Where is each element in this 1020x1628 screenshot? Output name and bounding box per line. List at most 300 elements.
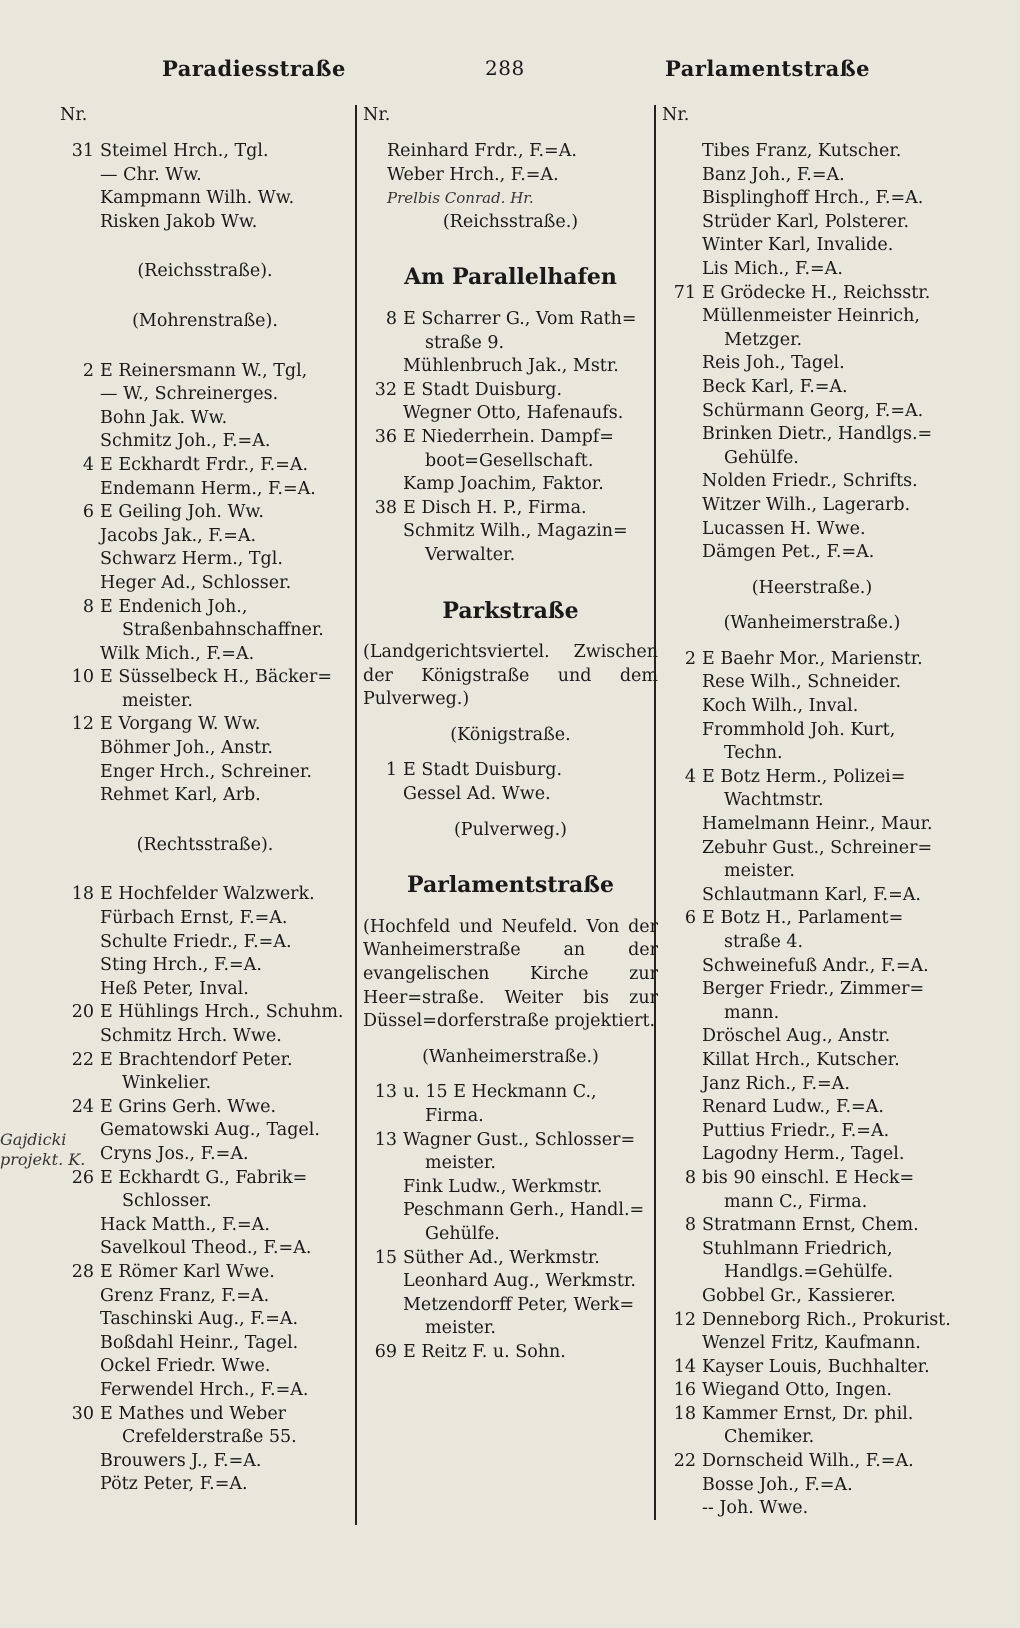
entry-line xyxy=(662,518,962,542)
entry-text: Fürbach Ernst, F.=A. xyxy=(100,908,288,929)
entry-line xyxy=(662,1379,962,1403)
entry-text: Gessel Ad. Wwe. xyxy=(403,784,551,805)
entry-line xyxy=(662,1049,962,1073)
entry-line xyxy=(60,1167,350,1191)
entry-text: E Niederrhein. Dampf= xyxy=(403,426,614,447)
entry-line xyxy=(662,140,962,164)
entry-text: E Scharrer G., Vom Rath= xyxy=(403,308,637,329)
entry-line xyxy=(60,1403,350,1427)
entry-text: Gehülfe. xyxy=(425,1223,500,1244)
street-note: (Heerstraße.) xyxy=(751,577,873,598)
entry-line xyxy=(60,187,350,211)
entry-text: Heß Peter, Inval. xyxy=(100,978,249,999)
entry-text: Wenzel Fritz, Kaufmann. xyxy=(702,1333,921,1354)
column-right-entries xyxy=(662,140,962,1521)
entry-text: Reis Joh., Tagel. xyxy=(702,353,845,374)
entry-line xyxy=(662,695,962,719)
house-number: 4 xyxy=(684,766,696,787)
entry-text: E Geiling Joh. Ww. xyxy=(100,502,264,523)
entry-text: Bohn Jak. Ww. xyxy=(100,407,228,428)
entry-line xyxy=(60,713,350,737)
entry-line xyxy=(662,447,962,471)
house-number: 36 xyxy=(374,426,397,447)
entry-line xyxy=(662,1332,962,1356)
entry-text: Gematowski Aug., Tagel. xyxy=(100,1120,320,1141)
entry-text: -- Joh. Wwe. xyxy=(702,1498,809,1519)
entry-text: Wegner Otto, Hafenaufs. xyxy=(403,403,624,424)
entry-line xyxy=(662,907,962,931)
handwritten-note: Prelbis Conrad. Hr. xyxy=(387,189,534,208)
house-number: 69 xyxy=(374,1341,397,1362)
house-number: 2 xyxy=(82,360,94,381)
entry-text: Pötz Peter, F.=A. xyxy=(100,1474,248,1495)
entry-line xyxy=(662,376,962,400)
entry-text: Killat Hrch., Kutscher. xyxy=(702,1049,900,1070)
entry-text: Risken Jakob Ww. xyxy=(100,211,258,232)
house-number: 28 xyxy=(71,1261,94,1282)
entry-line xyxy=(363,1341,658,1365)
entry-text: boot=Gesellschaft. xyxy=(425,450,594,471)
entry-text: Handlgs.=Gehülfe. xyxy=(724,1262,894,1283)
entry-text: Metzger. xyxy=(724,329,803,350)
entry-text: mann C., Firma. xyxy=(724,1191,868,1212)
entry-text: Wagner Gust., Schlosser= xyxy=(403,1129,636,1150)
entry-text: straße 4. xyxy=(724,932,804,952)
entry-line xyxy=(363,379,658,403)
entry-line xyxy=(662,164,962,188)
house-number: 71 xyxy=(673,282,696,303)
entry-text: meister. xyxy=(724,861,795,882)
entry-line xyxy=(60,478,350,502)
page-number: 288 xyxy=(485,56,525,80)
entry-text: E Grins Gerh. Wwe. xyxy=(100,1096,277,1117)
house-number: 2 xyxy=(684,648,696,669)
entry-text: Leonhard Aug., Werkmstr. xyxy=(403,1271,636,1292)
entry-line xyxy=(60,360,350,384)
entry-line xyxy=(662,931,962,955)
entry-line xyxy=(662,648,962,672)
entry-text: Schürmann Georg, F.=A. xyxy=(702,400,924,421)
entry-text: E Botz Herm., Polizei= xyxy=(702,766,906,787)
entry-line xyxy=(60,383,350,407)
entry-line xyxy=(662,813,962,837)
house-number: 24 xyxy=(71,1096,94,1117)
entry-text: Ferwendel Hrch., F.=A. xyxy=(100,1379,309,1400)
entry-text: Schlosser. xyxy=(122,1191,212,1212)
entry-text: Beck Karl, F.=A. xyxy=(702,376,848,397)
entry-text: Schlautmann Karl, F.=A. xyxy=(702,884,921,905)
entry-line xyxy=(60,1143,350,1167)
entry-text: Brinken Dietr., Handlgs.= xyxy=(702,424,933,445)
entry-text: Firma. xyxy=(425,1106,484,1126)
entry-line xyxy=(60,690,350,714)
house-number: 13 xyxy=(374,1129,397,1150)
house-number: 30 xyxy=(71,1403,94,1424)
house-number: 26 xyxy=(71,1167,94,1188)
entry-line xyxy=(662,1309,962,1333)
entry-text: Schmitz Hrch. Wwe. xyxy=(100,1026,282,1046)
entry-text: Janz Rich., F.=A. xyxy=(702,1073,850,1094)
entry-line xyxy=(60,1096,350,1120)
entry-line xyxy=(363,1199,658,1223)
entry-line xyxy=(363,1081,658,1105)
entry-line xyxy=(60,1450,350,1474)
entry-line xyxy=(662,1261,962,1285)
entry-text: Schwarz Herm., Tgl. xyxy=(100,549,283,570)
house-number: 12 xyxy=(673,1309,696,1330)
nr-label: Nr. xyxy=(60,105,88,125)
entry-line xyxy=(60,1072,350,1096)
entry-text: mann. xyxy=(724,1002,780,1023)
entry-text: Techn. xyxy=(724,743,783,764)
entry-text: Savelkoul Theod., F.=A. xyxy=(100,1238,312,1259)
house-number: 8 xyxy=(385,308,397,329)
entry-line xyxy=(60,1190,350,1214)
entry-text: Lagodny Herm., Tagel. xyxy=(702,1144,905,1165)
entry-line xyxy=(662,1474,962,1498)
entry-line xyxy=(60,211,350,235)
entry-line xyxy=(363,1223,658,1247)
entry-text: Kammer Ernst, Dr. phil. xyxy=(702,1403,914,1424)
entry-text: Boßdahl Heinr., Tagel. xyxy=(100,1332,299,1353)
house-number: 38 xyxy=(374,497,397,518)
street-note: (Reichsstraße.) xyxy=(442,211,579,232)
entry-text: Mühlenbruch Jak., Mstr. xyxy=(403,356,619,377)
header-left-street: Paradiesstraße xyxy=(162,56,346,81)
entry-text: E Vorgang W. Ww. xyxy=(100,714,261,735)
entry-line xyxy=(363,783,658,807)
entry-text: Dornscheid Wilh., F.=A. xyxy=(702,1451,914,1472)
entry-line: Reinhard Frdr., F.=A. xyxy=(387,141,577,161)
entry-text: Steimel Hrch., Tgl. xyxy=(100,141,269,161)
entry-text: Straßenbahnschaffner. xyxy=(122,620,324,641)
entry-line xyxy=(60,907,350,931)
entry-text: Stratmann Ernst, Chem. xyxy=(702,1215,919,1236)
house-number: 20 xyxy=(71,1002,94,1023)
entry-text: Hack Matth., F.=A. xyxy=(100,1214,270,1235)
entry-text: Hamelmann Heinr., Maur. xyxy=(702,814,933,835)
entry-text: meister. xyxy=(122,690,193,711)
entry-line xyxy=(662,258,962,282)
entry-line xyxy=(363,544,658,568)
entry-line xyxy=(60,548,350,572)
entry-line xyxy=(363,450,658,474)
entry-line xyxy=(662,211,962,235)
entry-text: Cryns Jos., F.=A. xyxy=(100,1143,249,1164)
entry-text: Denneborg Rich., Prokurist. xyxy=(702,1309,951,1330)
entry-text: Crefelderstraße 55. xyxy=(122,1427,297,1448)
entry-line xyxy=(363,1270,658,1294)
house-number: 8 xyxy=(684,1167,696,1188)
entry-text: Bisplinghoff Hrch., F.=A. xyxy=(702,188,924,209)
entry-text: E Botz H., Parlament= xyxy=(702,908,904,929)
entry-line xyxy=(662,1356,962,1380)
entry-line xyxy=(60,407,350,431)
entry-text: Kayser Louis, Buchhalter. xyxy=(702,1356,930,1377)
entry-text: u. 15 E Heckmann C., xyxy=(403,1082,597,1103)
entry-text: E Endenich Joh., xyxy=(100,596,248,617)
entry-line xyxy=(662,742,962,766)
entry-line xyxy=(662,329,962,353)
house-number: 16 xyxy=(673,1380,696,1401)
entry-line xyxy=(662,1025,962,1049)
street-note: (Wanheimerstraße.) xyxy=(723,613,901,634)
entry-text: Wiegand Otto, Ingen. xyxy=(702,1380,892,1401)
house-number: 6 xyxy=(684,908,696,929)
entry-line xyxy=(662,1403,962,1427)
nr-label: Nr. xyxy=(662,105,690,125)
entry-text: E Reitz F. u. Sohn. xyxy=(403,1341,566,1362)
entry-line xyxy=(662,671,962,695)
entry-line xyxy=(662,978,962,1002)
entry-line xyxy=(60,1308,350,1332)
column-divider xyxy=(355,105,357,1525)
entry-text: Tibes Franz, Kutscher. xyxy=(702,141,902,161)
handwritten-margin-note: Gajdicki projekt. K. xyxy=(0,1130,86,1169)
entry-line xyxy=(60,1214,350,1238)
entry-text: E Reinersmann W., Tgl, xyxy=(100,360,308,381)
entry-text: Dröschel Aug., Anstr. xyxy=(702,1026,891,1047)
entry-text: Ockel Friedr. Wwe. xyxy=(100,1356,271,1377)
column-right xyxy=(662,104,962,1628)
entry-line xyxy=(662,1167,962,1191)
entry-text: Kampmann Wilh. Ww. xyxy=(100,188,295,209)
house-number: 8 xyxy=(684,1215,696,1236)
entry-text: Enger Hrch., Schreiner. xyxy=(100,761,312,782)
entry-text: Zebuhr Gust., Schreiner= xyxy=(702,837,933,858)
entry-line xyxy=(60,596,350,620)
entry-text: E Eckhardt Frdr., F.=A. xyxy=(100,454,309,475)
entry-line xyxy=(60,140,350,164)
entry-text: Gobbel Gr., Kassierer. xyxy=(702,1285,896,1306)
entry-line xyxy=(662,860,962,884)
entry-text: Heger Ad., Schlosser. xyxy=(100,572,292,593)
entry-text: Schweinefuß Andr., F.=A. xyxy=(702,955,929,976)
entry-text: E Grödecke H., Reichsstr. xyxy=(702,282,931,303)
entry-line xyxy=(662,282,962,306)
entry-line xyxy=(60,931,350,955)
entry-text: Wachtmstr. xyxy=(724,790,824,811)
house-number: 31 xyxy=(71,141,94,161)
entry-text: Wilk Mich., F.=A. xyxy=(100,643,255,664)
house-number: 14 xyxy=(673,1356,696,1377)
entry-text: E Süsselbeck H., Bäcker= xyxy=(100,667,333,688)
entry-line xyxy=(662,1426,962,1450)
entry-text: E Hochfelder Walzwerk. xyxy=(100,884,315,905)
entry-line xyxy=(60,883,350,907)
street-note: (Königstraße. xyxy=(450,724,571,745)
entry-text: Schmitz Wilh., Magazin= xyxy=(403,521,628,542)
house-number: 18 xyxy=(673,1403,696,1424)
entry-text: bis 90 einschl. E Heck= xyxy=(702,1167,915,1188)
entry-line xyxy=(60,1332,350,1356)
street-heading: Parlamentstraße xyxy=(407,872,614,899)
entry-line xyxy=(662,719,962,743)
house-number: 1 xyxy=(385,760,397,781)
entry-text: Nolden Friedr., Schrifts. xyxy=(702,471,918,492)
street-heading: Parkstraße xyxy=(442,597,579,624)
nr-label: Nr. xyxy=(363,105,391,125)
entry-text: E Brachtendorf Peter. xyxy=(100,1049,293,1070)
entry-text: Lis Mich., F.=A. xyxy=(702,258,843,279)
house-number: 22 xyxy=(673,1451,696,1472)
entry-text: Peschmann Gerh., Handl.= xyxy=(403,1200,645,1221)
entry-line xyxy=(662,234,962,258)
entry-text: Böhmer Joh., Anstr. xyxy=(100,738,273,759)
entry-text: Grenz Franz, F.=A. xyxy=(100,1285,270,1306)
entry-line xyxy=(662,1002,962,1026)
house-number: 12 xyxy=(71,714,94,735)
entry-text: Lucassen H. Wwe. xyxy=(702,518,866,539)
entry-line xyxy=(662,470,962,494)
entry-line xyxy=(662,1214,962,1238)
entry-text: Bosse Joh., F.=A. xyxy=(702,1474,853,1495)
entry-line xyxy=(363,759,658,783)
house-number: 8 xyxy=(82,596,94,617)
entry-line xyxy=(662,400,962,424)
street-description: (Landgerichtsviertel. Zwischen der Königstraße und dem Pulverweg.) xyxy=(363,642,658,710)
entry-text: meister. xyxy=(425,1318,496,1339)
entry-text: Puttius Friedr., F.=A. xyxy=(702,1120,890,1141)
entry-line xyxy=(60,1355,350,1379)
entry-line xyxy=(60,1001,350,1025)
entry-text: Banz Joh., F.=A. xyxy=(702,164,845,185)
entry-line xyxy=(363,1129,658,1153)
entry-line xyxy=(662,423,962,447)
entry-text: Renard Ludw., F.=A. xyxy=(702,1097,884,1118)
entry-text: E Stadt Duisburg. xyxy=(403,379,563,400)
entry-text: Sting Hrch., F.=A. xyxy=(100,955,262,976)
house-number: 32 xyxy=(374,379,397,400)
entry-text: — W., Schreinerges. xyxy=(100,384,279,405)
entry-line xyxy=(363,355,658,379)
entry-line xyxy=(60,978,350,1002)
entry-line xyxy=(363,520,658,544)
entry-text: straße 9. xyxy=(425,332,505,353)
entry-line xyxy=(662,1096,962,1120)
entry-line xyxy=(60,572,350,596)
entry-text: meister. xyxy=(425,1153,496,1174)
entry-line xyxy=(60,761,350,785)
entry-line xyxy=(662,837,962,861)
entry-text: Gehülfe. xyxy=(724,447,799,468)
entry-text: Berger Friedr., Zimmer= xyxy=(702,979,925,1000)
entry-line xyxy=(60,1025,350,1049)
entry-line xyxy=(60,1237,350,1261)
entry-line xyxy=(60,1426,350,1450)
entry-text: Rese Wilh., Schneider. xyxy=(702,672,902,693)
entry-line xyxy=(60,643,350,667)
entry-line xyxy=(363,332,658,356)
entry-line xyxy=(60,1285,350,1309)
entry-line xyxy=(662,305,962,329)
entry-line xyxy=(60,666,350,690)
entry-text: E Baehr Mor., Marienstr. xyxy=(702,648,923,669)
entry-text: E Römer Karl Wwe. xyxy=(100,1261,275,1282)
house-number: 10 xyxy=(71,667,94,688)
entry-line xyxy=(60,430,350,454)
entry-line xyxy=(363,1152,658,1176)
entry-line xyxy=(662,766,962,790)
entry-text: Müllenmeister Heinrich, xyxy=(702,306,920,327)
entry-text: E Stadt Duisburg. xyxy=(403,760,563,781)
header-right-street: Parlamentstraße xyxy=(665,56,871,81)
street-note: (Pulverweg.) xyxy=(453,819,567,840)
entries-parkstrasse xyxy=(363,759,658,806)
house-number: 4 xyxy=(82,454,94,475)
street-note: (Mohrenstraße). xyxy=(132,310,278,331)
entry-line xyxy=(363,497,658,521)
street-note: (Reichsstraße). xyxy=(137,261,273,282)
entry-text: Kamp Joachim, Faktor. xyxy=(403,474,604,495)
entry-text: Süther Ad., Werkmstr. xyxy=(403,1247,600,1268)
entry-line xyxy=(662,1143,962,1167)
page-header xyxy=(0,52,1020,92)
entry-text: Verwalter. xyxy=(425,544,516,565)
entry-line: Weber Hrch., F.=A. xyxy=(387,164,559,185)
column-left xyxy=(60,104,350,1628)
entry-line xyxy=(662,1120,962,1144)
entry-line xyxy=(60,525,350,549)
entry-line xyxy=(60,737,350,761)
entry-text: E Hühlings Hrch., Schuhm. xyxy=(100,1002,344,1023)
entry-line xyxy=(60,954,350,978)
entry-line xyxy=(60,501,350,525)
entry-line xyxy=(363,402,658,426)
entry-text: Frommhold Joh. Kurt, xyxy=(702,719,896,740)
entry-line xyxy=(60,1473,350,1497)
entry-line xyxy=(662,1238,962,1262)
entry-text: Endemann Herm., F.=A. xyxy=(100,478,316,499)
entry-line xyxy=(363,1247,658,1271)
entry-text: Winkelier. xyxy=(122,1073,212,1094)
entry-text: Fink Ludw., Werkmstr. xyxy=(403,1176,603,1197)
entry-line xyxy=(662,1073,962,1097)
entry-line xyxy=(662,884,962,908)
entry-text: Stuhlmann Friedrich, xyxy=(702,1238,893,1259)
entry-line xyxy=(363,308,658,332)
entry-text: Winter Karl, Invalide. xyxy=(702,235,894,256)
street-note: (Wanheimerstraße.) xyxy=(422,1046,599,1067)
entry-text: Schmitz Joh., F.=A. xyxy=(100,431,271,452)
entry-text: Koch Wilh., Inval. xyxy=(702,696,859,717)
house-number: 6 xyxy=(82,502,94,523)
entry-line xyxy=(662,352,962,376)
entry-text: — Chr. Ww. xyxy=(100,164,202,185)
entry-text: Rehmet Karl, Arb. xyxy=(100,785,261,806)
entry-text: Metzendorff Peter, Werk= xyxy=(403,1294,635,1315)
entry-line xyxy=(363,1294,658,1318)
column-left-entries xyxy=(60,140,350,1497)
entry-text: E Eckhardt G., Fabrik= xyxy=(100,1167,308,1188)
entry-line xyxy=(662,541,962,565)
house-number: 22 xyxy=(71,1049,94,1070)
entry-line xyxy=(363,1176,658,1200)
entry-text: Chemiker. xyxy=(724,1427,815,1448)
house-number: 15 xyxy=(374,1247,397,1268)
entry-text: Dämgen Pet., F.=A. xyxy=(702,542,875,563)
entry-text: Witzer Wilh., Lagerarb. xyxy=(702,494,911,515)
house-number: 13 xyxy=(374,1082,397,1103)
entry-line xyxy=(60,454,350,478)
entry-line xyxy=(60,619,350,643)
entry-line xyxy=(662,1191,962,1215)
entry-text: Jacobs Jak., F.=A. xyxy=(100,525,257,546)
entry-line xyxy=(60,1119,350,1143)
entry-line xyxy=(60,784,350,808)
column-middle xyxy=(363,104,658,1628)
entry-text: Brouwers J., F.=A. xyxy=(100,1450,262,1471)
